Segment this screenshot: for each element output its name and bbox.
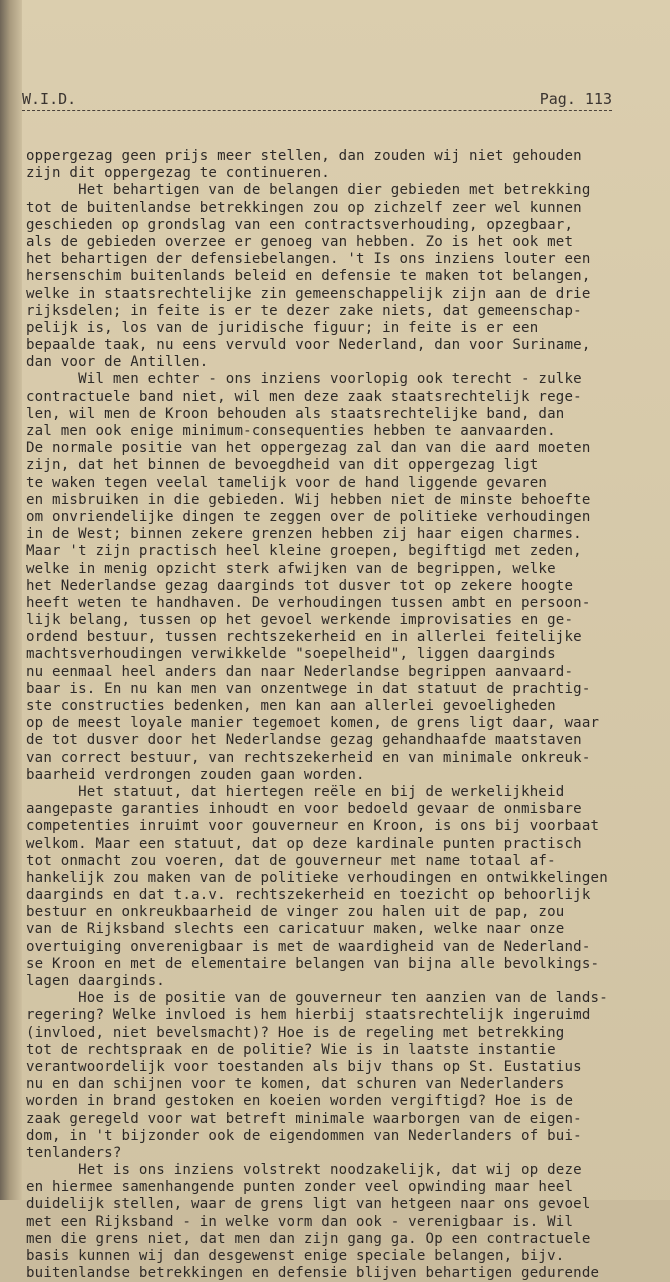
text-line: (invloed, niet bevelsmacht)? Hoe is de regeling met betrekking	[26, 1024, 565, 1041]
document-body	[26, 148, 642, 1282]
text-line: regering? Welke invloed is hem hierbij staatsrechtelijk ingeruimd	[26, 1007, 591, 1024]
text-line: in de West; binnen zekere grenzen hebben zij haar eigen charmes.	[26, 526, 582, 543]
header-source: W.I.D.	[22, 90, 77, 108]
text-line: zal men ook enige minimum-consequenties hebben te aanvaarden.	[26, 423, 556, 439]
text-line: men die grens niet, dat men dan zijn gang ga. Op een contractuele	[26, 1230, 591, 1247]
text-line: tot de buitenlandse betrekkingen zou op zichzelf zeer wel kunnen	[26, 199, 582, 216]
text-line: heeft weten te handhaven. De verhoudingen tussen ambt en persoon-	[26, 594, 591, 611]
text-line: op de meest loyale manier tegemoet komen, de grens ligt daar, waar	[26, 715, 600, 732]
text-line: tenlanders?	[26, 1144, 122, 1161]
text-line: verantwoordelijk voor toestanden als bijv thans op St. Eustatius	[26, 1058, 582, 1075]
text-line: oppergezag geen prijs meer stellen, dan zouden wij niet gehouden	[26, 148, 582, 164]
text-line: zaak geregeld voor wat betreft minimale waarborgen van de eigen-	[26, 1110, 582, 1127]
text-line: geschieden op grondslag van een contractsverhouding, opzegbaar,	[26, 216, 574, 233]
text-line: de tot dusver door het Nederlandse gezag gehandhaafde maatstaven	[26, 732, 582, 749]
text-line: ste constructies bedenken, men kan aan allerlei gevoeligheden	[26, 698, 556, 714]
text-line: contractuele band niet, wil men deze zaak staatsrechtelijk rege-	[26, 388, 582, 405]
text-line: baarheid verdrongen zouden gaan worden.	[26, 766, 365, 783]
text-line: welkom. Maar een statuut, dat op deze kardinale punten practisch	[26, 835, 582, 852]
text-line: Hoe is de positie van de gouverneur ten aanzien van de lands-	[26, 990, 608, 1007]
text-line: het Nederlandse gezag daarginds tot dusver tot op zekere hoogte	[26, 577, 574, 594]
text-line: nu eenmaal heel anders dan naar Nederlandse begrippen aanvaard-	[26, 663, 574, 680]
text-line: te waken tegen veelal tamelijk voor de hand liggende gevaren	[26, 474, 548, 491]
text-line: welke in staatsrechtelijke zin gemeenschappelijk zijn aan de drie	[26, 285, 591, 302]
text-line: aangepaste garanties inhoudt en voor bedoeld gevaar de onmisbare	[26, 801, 582, 818]
text-line: bepaalde taak, nu eens vervuld voor Nederland, dan voor Suriname,	[26, 337, 591, 354]
text-line: en hiermee samenhangende punten zonder veel opwinding maar heel	[26, 1179, 574, 1196]
text-line: se Kroon en met de elementaire belangen van bijna alle bevolkings-	[26, 955, 600, 972]
text-line: dan voor de Antillen.	[26, 354, 209, 371]
text-line: lagen daarginds.	[26, 973, 165, 989]
text-line: tot de rechtspraak en de politie? Wie is in laatste instantie	[26, 1041, 556, 1058]
text-line: van de Rijksband slechts een caricatuur maken, welke naar onze	[26, 921, 565, 938]
text-line: competenties inruimt voor gouverneur en Kroon, is ons bij voorbaat	[26, 818, 600, 835]
text-line: hersenschim buitenlands beleid en defensie te maken tot belangen,	[26, 268, 591, 285]
text-line: buitenlandse betrekkingen en defensie blijven behartigen gedurende	[26, 1265, 600, 1282]
text-line: basis kunnen wij dan desgewenst enige speciale belangen, bijv.	[26, 1248, 565, 1264]
text-line: Het is ons inziens volstrekt noodzakelijk, dat wij op deze	[26, 1162, 582, 1179]
text-line: nu en dan schijnen voor te komen, dat schuren van Nederlanders	[26, 1076, 565, 1093]
text-line: dom, in 't bijzonder ook de eigendommen van Nederlanders of bui-	[26, 1127, 582, 1144]
text-line: Het statuut, dat hiertegen reële en bij de werkelijkheid	[26, 783, 565, 800]
text-line: en misbruiken in die gebieden. Wij hebben niet de minste behoefte	[26, 491, 591, 508]
text-line: welke in menig opzicht sterk afwijken van de begrippen, welke	[26, 560, 556, 577]
text-line: zijn, dat het binnen de bevoegdheid van dit oppergezag ligt	[26, 457, 539, 474]
text-line: als de gebieden overzee er genoeg van hebben. Zo is het ook met	[26, 233, 574, 250]
text-line: bestuur en onkreukbaarheid de vinger zou halen uit de pap, zou	[26, 904, 565, 921]
text-line: het behartigen der defensiebelangen. 't Is ons inziens louter een	[26, 251, 591, 268]
page-header	[22, 90, 612, 111]
text-line: pelijk is, los van de juridische figuur; in feite is er een	[26, 319, 539, 336]
text-line: Het behartigen van de belangen dier gebieden met betrekking	[26, 182, 591, 199]
text-line: Wil men echter - ons inziens voorlopig ook terecht - zulke	[26, 371, 582, 388]
text-line: worden in brand gestoken en koeien worden vergiftigd? Hoe is de	[26, 1093, 574, 1110]
text-line: Maar 't zijn practisch heel kleine groepen, begiftigd met zeden,	[26, 543, 582, 560]
text-line: om onvriendelijke dingen te zeggen over de politieke verhoudingen	[26, 508, 591, 525]
text-line: len, wil men de Kroon behouden als staatsrechtelijke band, dan	[26, 405, 565, 422]
text-line: van correct bestuur, van rechtszekerheid en van minimale onkreuk-	[26, 749, 591, 766]
text-line: ordend bestuur, tussen rechtszekerheid en in allerlei feitelijke	[26, 629, 582, 646]
text-line: tot onmacht zou voeren, dat de gouverneur met name totaal af-	[26, 852, 556, 869]
page-number: Pag. 113	[539, 90, 612, 108]
book-binding-edge	[0, 0, 22, 1200]
text-line: duidelijk stellen, waar de grens ligt van hetgeen naar ons gevoel	[26, 1196, 591, 1213]
text-line: De normale positie van het oppergezag zal dan van die aard moeten	[26, 440, 591, 457]
text-line: rijksdelen; in feite is er te dezer zake niets, dat gemeenschap-	[26, 302, 582, 319]
text-line: machtsverhoudingen verwikkelde "soepelheid", liggen daarginds	[26, 646, 556, 663]
text-line: lijk belang, tussen op het gevoel werkende improvisaties en ge-	[26, 612, 574, 629]
text-line: daarginds en dat t.a.v. rechtszekerheid en toezicht op behoorlijk	[26, 887, 591, 904]
text-line: met een Rijksband - in welke vorm dan ook - verenigbaar is. Wil	[26, 1213, 574, 1230]
text-line: zijn dit oppergezag te continueren.	[26, 165, 330, 182]
text-line: baar is. En nu kan men van onzentwege in dat statuut de prachtig-	[26, 680, 591, 697]
text-line: overtuiging onverenigbaar is met de waardigheid van de Nederland-	[26, 938, 591, 955]
text-line: hankelijk zou maken van de politieke verhoudingen en ontwikkelingen	[26, 869, 608, 886]
